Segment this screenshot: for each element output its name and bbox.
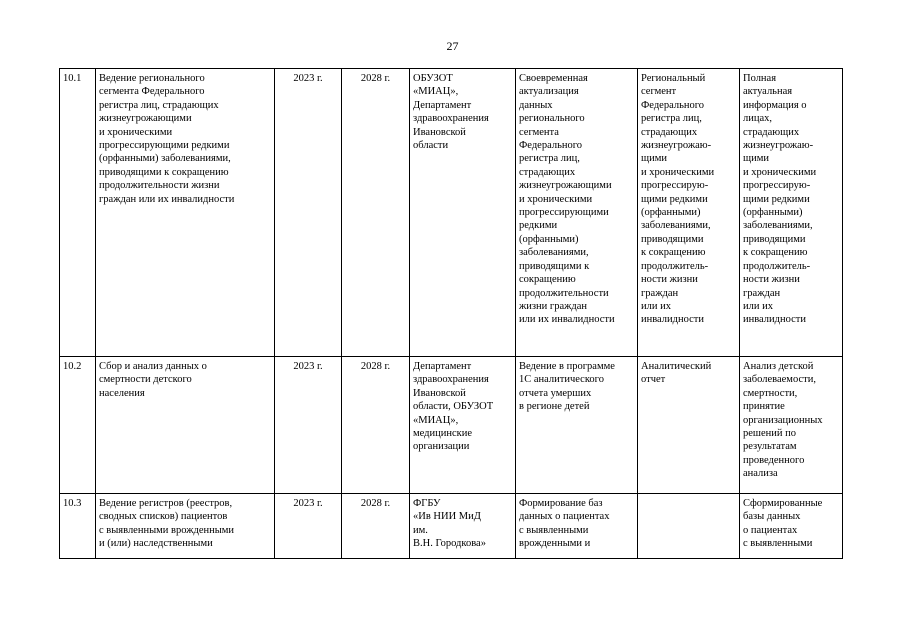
page-number: 27 xyxy=(446,39,459,53)
result-cell: Своевременная актуализация данных регионального сегмента Федерального регистра лиц, страдающих жизнеугрожающими и хроническими прогрессирующими редкими (орфанными) заболеваниями, приводящими к сокращению продолжительности жизни граждан или их инвалидности xyxy=(516,69,638,357)
end-year-cell: 2028 г. xyxy=(342,494,410,559)
table-row xyxy=(60,69,843,357)
row-number: 10.2 xyxy=(60,357,96,494)
effect-cell: Анализ детской заболеваемости, смертности, принятие организационных решений по результатам проведенного анализа xyxy=(740,357,843,494)
row-number: 10.1 xyxy=(60,69,96,357)
table-row xyxy=(60,494,843,559)
event-cell: Сбор и анализ данных о смертности детского населения xyxy=(96,357,275,494)
output-cell: Аналитический отчет xyxy=(638,357,740,494)
event-cell: Ведение регистров (реестров, сводных списков) пациентов с выявленными врожденными и (или) наследственными xyxy=(96,494,275,559)
row-number: 10.3 xyxy=(60,494,96,559)
output-cell: Региональный сегмент Федерального регистра лиц, страдающих жизнеугрожаю- щими и хроническими прогрессирую- щими редкими (орфанными) заболеваниями, приводящими к сокращению продолжитель- ности жизни граждан или их инвалидности xyxy=(638,69,740,357)
responsible-cell: Департамент здравоохранения Ивановской области, ОБУЗОТ «МИАЦ», медицинские организации xyxy=(410,357,516,494)
output-cell xyxy=(638,494,740,559)
event-cell: Ведение регионального сегмента Федерального регистра лиц, страдающих жизнеугрожающими и хроническими прогрессирующими редкими (орфанными) заболеваниями, приводящими к сокращению продолжительности жизни граждан или их инвалидности xyxy=(96,69,275,357)
effect-cell: Полная актуальная информация о лицах, страдающих жизнеугрожаю- щими и хроническими прогрессирую- щими редкими (орфанными) заболеваниями, приводящими к сокращению продолжитель- ности жизни граждан или их инвалидности xyxy=(740,69,843,357)
result-cell: Формирование баз данных о пациентах с выявленными врожденными и xyxy=(516,494,638,559)
end-year-cell: 2028 г. xyxy=(342,357,410,494)
responsible-cell: ОБУЗОТ «МИАЦ», Департамент здравоохранения Ивановской области xyxy=(410,69,516,357)
start-year-cell: 2023 г. xyxy=(275,357,342,494)
start-year-cell: 2023 г. xyxy=(275,69,342,357)
table-row xyxy=(60,357,843,494)
end-year-cell: 2028 г. xyxy=(342,69,410,357)
effect-cell: Сформированные базы данных о пациентах с выявленными xyxy=(740,494,843,559)
start-year-cell: 2023 г. xyxy=(275,494,342,559)
plan-table xyxy=(59,68,843,559)
responsible-cell: ФГБУ «Ив НИИ МиД им. В.Н. Городкова» xyxy=(410,494,516,559)
result-cell: Ведение в программе 1С аналитического отчета умерших в регионе детей xyxy=(516,357,638,494)
